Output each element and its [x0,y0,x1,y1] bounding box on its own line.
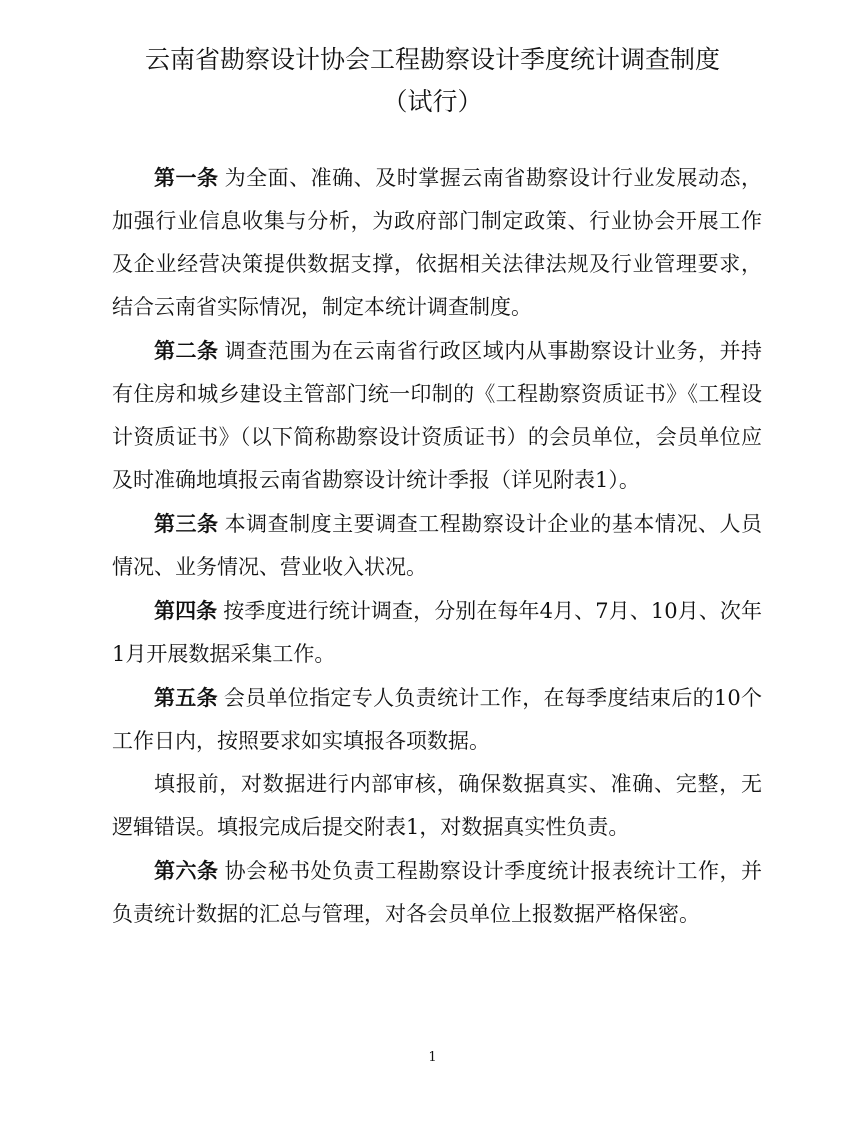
document-subtitle: （试行） [382,87,483,116]
article-2-text: 调查范围为在云南省行政区域内从事勘察设计业务，并持有住房和城乡建设主管部门统一印制的《工程勘察资质证书》《工程设计资质证书》（以下简称勘察设计资质证书）的会员单位，会员单位应及时准确地填报云南省勘察设计统计季报（详见附表1）。 [112,339,763,492]
article-6-text: 协会秘书处负责工程勘察设计季度统计报表统计工作，并负责统计数据的汇总与管理，对各会员单位上报数据严格保密。 [112,859,763,926]
article-3-paragraph [112,502,762,589]
article-2-label: 第二条 [154,338,219,363]
article-6-label: 第六条 [154,858,219,883]
article-6-paragraph [112,849,762,936]
article-5-paragraph [112,676,762,763]
article-3-label: 第三条 [154,511,219,536]
article-5-text: 会员单位指定专人负责统计工作，在每季度结束后的10个工作日内，按照要求如实填报各项数据。 [112,686,762,753]
article-5-continuation-paragraph [112,763,762,849]
page-number: 1 [428,1050,437,1065]
article-1-text: 为全面、准确、及时掌握云南省勘察设计行业发展动态，加强行业信息收集与分析，为政府部门制定政策、行业协会开展工作及企业经营决策提供数据支撑，依据相关法律法规及行业管理要求，结合云南省实际情况，制定本统计调查制度。 [112,166,763,319]
document-title: 云南省勘察设计协会工程勘察设计季度统计调查制度 [144,45,720,74]
article-1-paragraph [112,156,762,329]
article-2-paragraph [112,329,762,502]
article-5-continuation-text: 填报前，对数据进行内部审核，确保数据真实、准确、完整，无逻辑错误。填报完成后提交附表1，对数据真实性负责。 [112,772,762,839]
document-body [112,156,762,936]
article-3-text: 本调查制度主要调查工程勘察设计企业的基本情况、人员情况、业务情况、营业收入状况。 [112,512,763,579]
article-1-label: 第一条 [154,165,219,190]
article-4-paragraph [112,589,762,676]
article-4-label: 第四条 [154,598,218,623]
article-5-label: 第五条 [154,685,218,710]
article-4-text: 按季度进行统计调查，分别在每年4月、7月、10月、次年1月开展数据采集工作。 [112,599,762,666]
